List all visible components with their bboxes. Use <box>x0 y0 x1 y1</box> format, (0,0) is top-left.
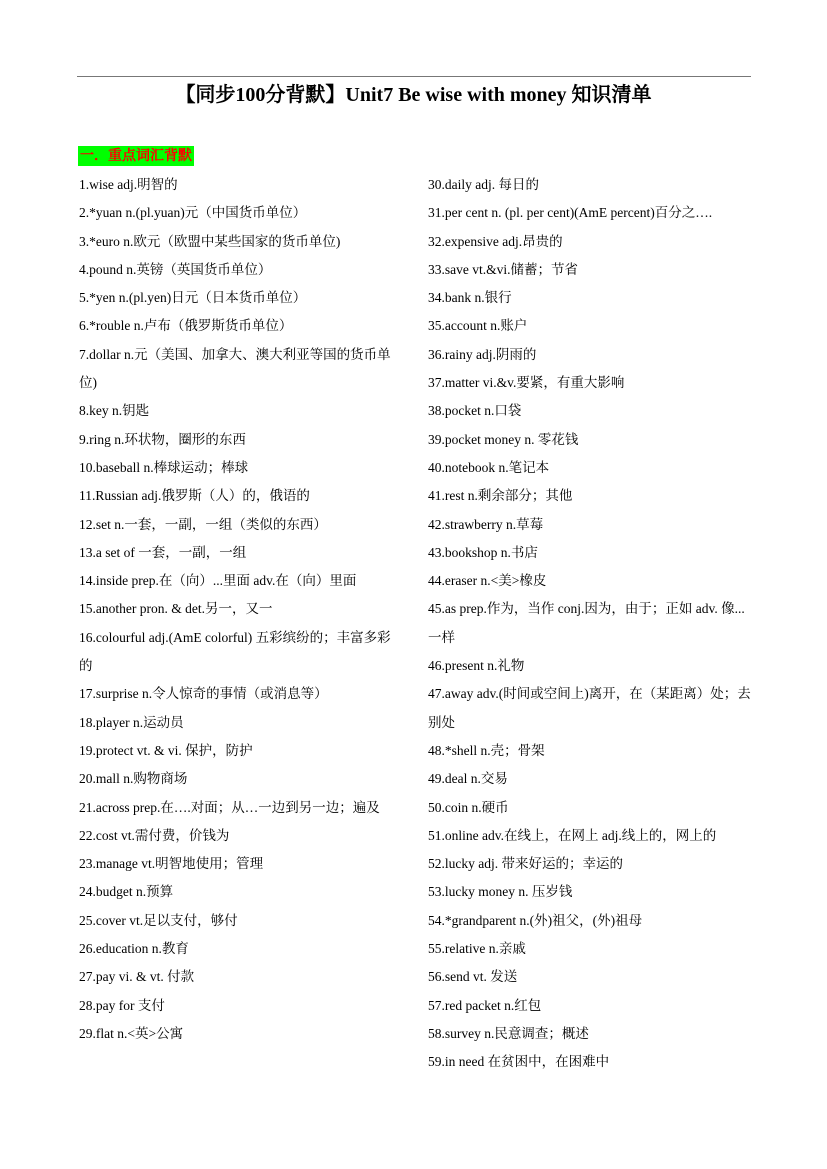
vocab-item: 8.key n.钥匙 <box>79 403 150 419</box>
vocab-item: 4.pound n.英镑（英国货币单位） <box>79 261 272 277</box>
vocab-item: 16.colourful adj.(AmE colorful) 五彩缤纷的；丰富多彩的 <box>79 629 391 674</box>
vocab-column-left <box>79 171 404 1048</box>
vocab-item: 6.*rouble n.卢布（俄罗斯货币单位） <box>79 318 293 334</box>
vocab-item: 37.matter vi.&v.要紧，有重大影响 <box>428 375 625 391</box>
vocab-item: 10.baseball n.棒球运动；棒球 <box>79 459 249 475</box>
vocab-item: 19.protect vt. & vi. 保护，防护 <box>79 742 253 758</box>
vocab-item: 47.away adv.(时间或空间上)离开，在（某距离）处；去别处 <box>428 686 751 730</box>
vocab-item: 9.ring n.环状物，圈形的东西 <box>79 431 246 447</box>
vocab-item: 42.strawberry n.草莓 <box>428 516 544 532</box>
vocab-item: 2.*yuan n.(pl.yuan)元（中国货币单位） <box>79 205 307 221</box>
vocab-item: 18.player n.运动员 <box>79 714 184 730</box>
vocab-item: 22.cost vt.需付费，价钱为 <box>79 827 230 843</box>
vocab-item: 53.lucky money n. 压岁钱 <box>428 884 573 900</box>
vocab-item: 28.pay for 支付 <box>79 997 165 1013</box>
vocab-item: 43.bookshop n.书店 <box>428 544 538 560</box>
vocab-item: 46.present n.礼物 <box>428 658 525 674</box>
vocab-item: 17.surprise n.令人惊奇的事情（或消息等） <box>79 686 328 702</box>
vocab-item: 24.budget n.预算 <box>79 884 174 900</box>
vocab-item: 33.save vt.&vi.储蓄；节省 <box>428 261 578 277</box>
vocab-item: 39.pocket money n. 零花钱 <box>428 431 579 447</box>
vocab-item: 26.education n.教育 <box>79 941 189 957</box>
vocab-item: 30.daily adj. 每日的 <box>428 177 539 192</box>
vocab-column-right <box>428 171 754 1077</box>
vocab-item: 55.relative n.亲戚 <box>428 941 526 957</box>
vocab-item: 3.*euro n.欧元（欧盟中某些国家的货币单位) <box>79 233 341 249</box>
vocab-item: 13.a set of 一套，一副，一组 <box>79 544 247 560</box>
vocab-item: 7.dollar n.元（美国、加拿大、澳大利亚等国的货币单位) <box>79 346 391 391</box>
vocab-item: 29.flat n.<英>公寓 <box>79 1025 184 1041</box>
vocab-item: 57.red packet n.红包 <box>428 997 542 1013</box>
vocab-item: 27.pay vi. & vt. 付款 <box>79 969 195 985</box>
vocab-item: 50.coin n.硬币 <box>428 799 509 815</box>
vocab-item: 23.manage vt.明智地使用；管理 <box>79 856 264 872</box>
vocab-item: 54.*grandparent n.(外)祖父，(外)祖母 <box>428 912 643 928</box>
vocab-item: 32.expensive adj.昂贵的 <box>428 233 563 249</box>
vocab-item: 49.deal n.交易 <box>428 771 508 787</box>
section-heading: 一．重点词汇背默 <box>80 148 192 164</box>
vocab-item: 5.*yen n.(pl.yen)日元（日本货币单位） <box>79 290 307 306</box>
vocab-item: 1.wise adj.明智的 <box>79 177 178 192</box>
vocab-item: 56.send vt. 发送 <box>428 969 518 985</box>
vocab-item: 48.*shell n.壳；骨架 <box>428 742 545 758</box>
vocab-item: 20.mall n.购物商场 <box>79 771 188 787</box>
vocab-item: 40.notebook n.笔记本 <box>428 459 550 475</box>
vocab-item: 14.inside prep.在（向）...里面 adv.在（向）里面 <box>79 573 357 589</box>
vocab-item: 52.lucky adj. 带来好运的；幸运的 <box>428 856 623 872</box>
vocab-item: 38.pocket n.口袋 <box>428 403 522 419</box>
vocab-item: 51.online adv.在线上，在网上 adj.线上的，网上的 <box>428 827 717 843</box>
vocab-item: 59.in need 在贫困中，在困难中 <box>428 1054 610 1070</box>
vocab-item: 44.eraser n.<美>橡皮 <box>428 573 547 589</box>
vocab-item: 41.rest n.剩余部分；其他 <box>428 488 573 504</box>
vocab-item: 15.another pron. & det.另一，又一 <box>79 601 273 617</box>
vocab-item: 58.survey n.民意调查；概述 <box>428 1025 589 1041</box>
vocab-item: 45.as prep.作为，当作 conj.因为，由于；正如 adv. 像...一样 <box>428 601 745 645</box>
header-rule <box>77 76 751 77</box>
document-title: 【同步100分背默】Unit7 Be wise with money 知识清单 <box>175 84 652 106</box>
vocab-item: 35.account n.账户 <box>428 318 528 334</box>
vocab-item: 25.cover vt.足以支付，够付 <box>79 912 238 928</box>
vocab-item: 31.per cent n. (pl. per cent)(AmE percent)百分之…. <box>428 205 713 221</box>
vocab-item: 11.Russian adj.俄罗斯（人）的，俄语的 <box>79 488 310 504</box>
vocab-item: 12.set n.一套，一副，一组（类似的东西） <box>79 516 327 532</box>
vocab-item: 34.bank n.银行 <box>428 290 512 306</box>
vocab-item: 21.across prep.在….对面；从…一边到另一边；遍及 <box>79 799 380 815</box>
vocab-item: 36.rainy adj.阴雨的 <box>428 346 537 362</box>
